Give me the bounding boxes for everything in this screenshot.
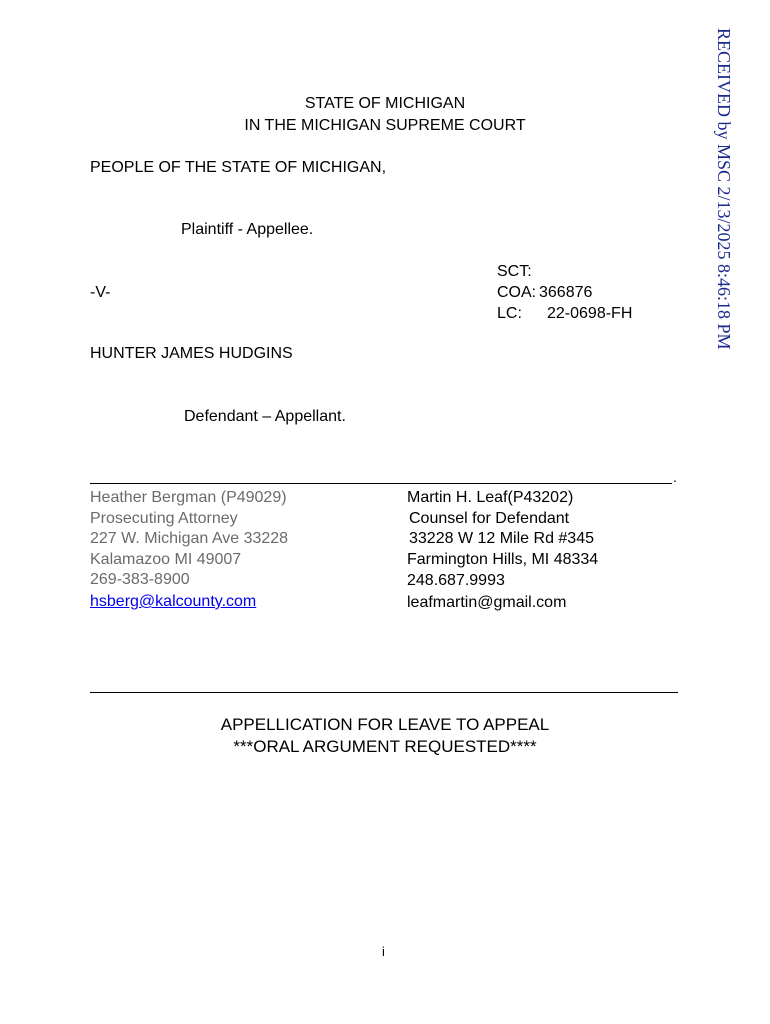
received-stamp: RECEIVED by MSC 2/13/2025 8:46:18 PM — [714, 28, 734, 350]
defense-phone: 248.687.9993 — [407, 572, 505, 589]
plaintiff-name: PEOPLE OF THE STATE OF MICHIGAN, — [90, 159, 387, 176]
court-state-heading: STATE OF MICHIGAN — [304, 95, 466, 112]
page-number: i — [382, 944, 385, 959]
prosecutor-email-link[interactable]: hsberg@kalcounty.com — [90, 593, 257, 610]
coa-label: COA: — [497, 284, 537, 301]
coa-number — [497, 283, 592, 303]
prosecutor-name: Heather Bergman (P49029) — [90, 489, 287, 506]
defense-email: leafmartin@gmail.com — [407, 594, 567, 611]
defense-address-street: 33228 W 12 Mile Rd #345 — [409, 530, 594, 547]
document-title: APPELLICATION FOR LEAVE TO APPEAL — [220, 715, 550, 734]
defendant-role: Defendant – Appellant. — [184, 408, 346, 425]
court-name-heading: IN THE MICHIGAN SUPREME COURT — [244, 117, 526, 134]
prosecutor-address-street: 227 W. Michigan Ave 33228 — [90, 530, 289, 547]
plaintiff-role: Plaintiff - Appellee. — [181, 221, 314, 238]
divider-period: . — [673, 469, 677, 485]
sct-label: SCT: — [497, 263, 532, 280]
prosecutor-address-city: Kalamazoo MI 49007 — [90, 551, 242, 568]
top-divider — [90, 483, 672, 484]
prosecutor-title: Prosecuting Attorney — [90, 510, 238, 527]
prosecutor-phone: 269-383-8900 — [90, 571, 190, 588]
defense-title: Counsel for Defendant — [409, 510, 570, 527]
bottom-divider — [90, 692, 678, 693]
lc-value: 22-0698-FH — [547, 305, 633, 322]
sct-number — [497, 262, 539, 282]
lc-label: LC: — [497, 305, 522, 322]
lc-number — [497, 304, 632, 324]
defense-address-city: Farmington Hills, MI 48334 — [407, 551, 599, 568]
document-subtitle: ***ORAL ARGUMENT REQUESTED**** — [233, 737, 537, 756]
defense-name: Martin H. Leaf(P43202) — [407, 489, 574, 506]
defendant-name: HUNTER JAMES HUDGINS — [90, 345, 293, 362]
versus-label: -V- — [90, 284, 111, 301]
coa-value: 366876 — [539, 284, 593, 301]
